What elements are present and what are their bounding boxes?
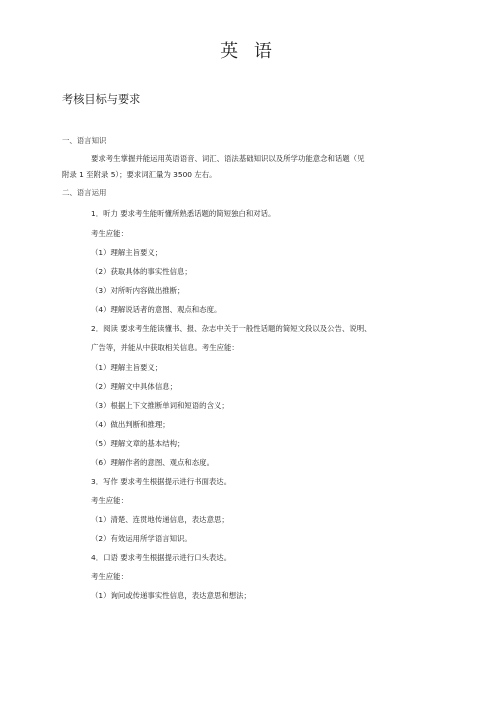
writing-heading: 3．写作 要求考生根据提示进行书面表达。 (91, 477, 232, 486)
speaking-intro: 考生应能： (91, 572, 128, 581)
list-item: （4）理解说话者的意图、观点和态度。 (91, 305, 222, 314)
list-item: （2）获取具体的事实性信息； (91, 267, 192, 276)
list-item: （1）询问或传递事实性信息，表达意思和想法； (91, 591, 251, 600)
writing-intro: 考生应能： (91, 496, 128, 505)
reading-heading-line-2: 广告等，并能从中获取相关信息。考生应能： (91, 343, 239, 352)
listening-heading: 1．听力 要求考生能听懂所熟悉话题的简短独白和对话。 (91, 209, 276, 218)
list-item: （2）理解文中具体信息； (91, 382, 178, 391)
list-item: （5）理解文章的基本结构； (91, 439, 185, 448)
list-item: （1）清楚、连贯地传递信息，表达意思； (91, 515, 229, 524)
list-item: （3）根据上下文推断单词和短语的含义； (91, 401, 229, 410)
section-2-title: 二、语言运用 (62, 188, 107, 197)
reading-heading-line-1: 2．阅读 要求考生能读懂书、报、杂志中关于一般性话题的简短文段以及公告、说明、 (91, 324, 372, 333)
speaking-heading: 4．口语 要求考生根据提示进行口头表达。 (91, 553, 232, 562)
list-item: （1）理解主旨要义； (91, 248, 163, 257)
section-heading: 考核目标与要求 (62, 93, 141, 106)
section-1-paragraph-line-1: 要求考生掌握并能运用英语语音、词汇、语法基础知识以及所学功能意念和话题（见 (91, 154, 365, 163)
listening-intro: 考生应能： (91, 229, 128, 238)
list-item: （6）理解作者的意图、观点和态度。 (91, 458, 214, 467)
page-title: 英 语 (220, 41, 277, 62)
list-item: （1）理解主旨要义； (91, 363, 163, 372)
section-1-paragraph-line-2: 附录 1 至附录 5）；要求词汇量为 3500 左右。 (62, 170, 217, 179)
list-item: （2）有效运用所学语言知识。 (91, 534, 192, 543)
list-item: （4）做出判断和推理； (91, 420, 170, 429)
section-1-title: 一、语言知识 (62, 136, 107, 145)
list-item: （3）对所听内容做出推断； (91, 286, 185, 295)
